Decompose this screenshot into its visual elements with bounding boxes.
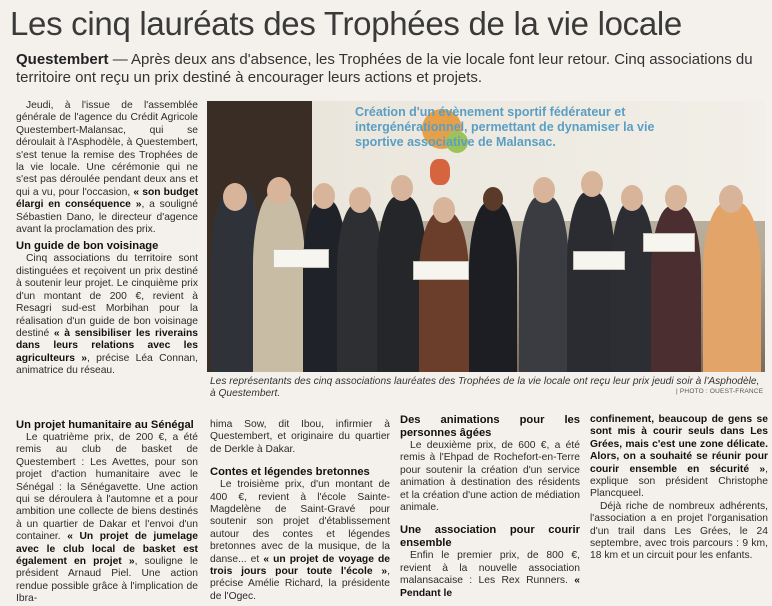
runners-paragraph: Enfin le premier prix, de 800 €, revient à la nouvelle association malansacaise : Les Rex Runners. « Pendant le [400,550,580,599]
photo-caption: Les représentants des cinq associations lauréates des Trophées de la vie locale ont reçu leur prix jeudi soir à l'Asphodèle, à Questembert. [210,376,760,399]
subheading-animations: Des animations pour les personnes âgées [400,414,580,439]
contes-paragraph: Le troisième prix, d'un montant de 400 €, revient à l'école Sainte-Magdelène de Saint-Gravé pour soutenir son projet d'établissement autour des contes et légendes bretonnes avec de la musique, de la danse... et « un projet de voyage de trois jours pour toute l'école », précise Amélie Richard, la présidente de l'Ogec. [210,479,390,602]
article-photo [207,101,765,372]
intro-paragraph: Jeudi, à l'issue de l'assemblée générale de l'agence du Crédit Agricole Questembert-Malansac, qui se déroulait à l'Asphodèle, à Questembert, s'est tenue la remise des Trophées de la vie locale. Une cérémonie qui ne s'est pas déroulée pendant deux ans et qui a vu, pour l'occasion, « son budget élargi en conséquence », a souligné Sébastien Dano, le directeur d'agence avant la proclamation des prix. [16,100,198,236]
column-3 [400,414,580,600]
column-2 [210,419,390,603]
article-title: Les cinq lauréats des Trophées de la vie locale [10,5,682,42]
subheading-senegal: Un projet humanitaire au Sénégal [16,419,194,431]
column-4 [590,414,768,563]
guide-paragraph: Cinq associations du territoire sont distinguées et reçoivent un prix destiné à soutenir leur projet. Le cinquième prix d'un montant de 200 €, revient à Resagri sud-est Morbihan pour la réalisation d'un guide de bon voisinage destiné « à sensibiliser les riverains dans leurs relations avec les agriculteurs », précise Léa Connan, animatrice du réseau. [16,253,199,377]
subheading-courir: Une association pour courir ensemble [400,524,580,550]
subheading-contes: Contes et légendes bretonnes [210,466,370,479]
confinement-paragraph: confinement, beaucoup de gens se sont mis à courir seuls dans Les Grées, mais c'est une zone délicate. Alors, on a souhaité se réunir pour courir ensemble en sécurité », explique son président Christophe Plancqueel. [590,414,768,500]
lead-place: Questembert [16,51,109,68]
trail-paragraph: Déjà riche de nombreux adhérents, l'association a en projet l'organisation d'un trail dans Les Grées, le 24 septembre, avec trois parcours : 9 km, 18 km et un circuit pour les enfants. [590,500,768,562]
lead-text: — Après deux ans d'absence, les Trophées de la vie locale font leur retour. Cinq associations du territoire ont reçu un prix destiné à encourager leurs actions et projets. [16,51,753,86]
screen-text: Création d'un évènement sportif fédérateur et intergénérationnel, permettant de dynamiser la vie sportive associative de Malansac. [355,105,655,149]
column-1 [16,100,198,378]
column-1-bottom [16,419,198,606]
ehpad-paragraph: Le deuxième prix, de 600 €, a été remis à l'Ehpad de Rochefort-en-Terre pour soutenir la création d'un service animation à destination des résidents et la création d'une action de médiation animale. [400,440,580,514]
subheading-guide: Un guide de bon voisinage [16,240,159,253]
ibou-paragraph: hima Sow, dit Ibou, infirmier à Questembert, et originaire du quartier de Derkle à Dakar. [210,419,390,455]
senegal-paragraph: Le quatrième prix, de 200 €, a été remis au club de basket de Questembert : Les Avettes, pour son projet d'action humanitaire avec le Sénégal : la Sénégavette. Une action qui se déroulera à l'automne et a pour ambition une collecte de biens destinés à un quartier de Dakar et l'envoi d'un container. « Un projet de jumelage avec le club local de basket est également en projet », souligne le président Arnaud Piel. Une action rendue possible grâce à l'implication de Ibra- [16,432,199,605]
photo-credit: | PHOTO : OUEST-FRANCE [676,388,764,395]
article-lead [16,51,761,87]
